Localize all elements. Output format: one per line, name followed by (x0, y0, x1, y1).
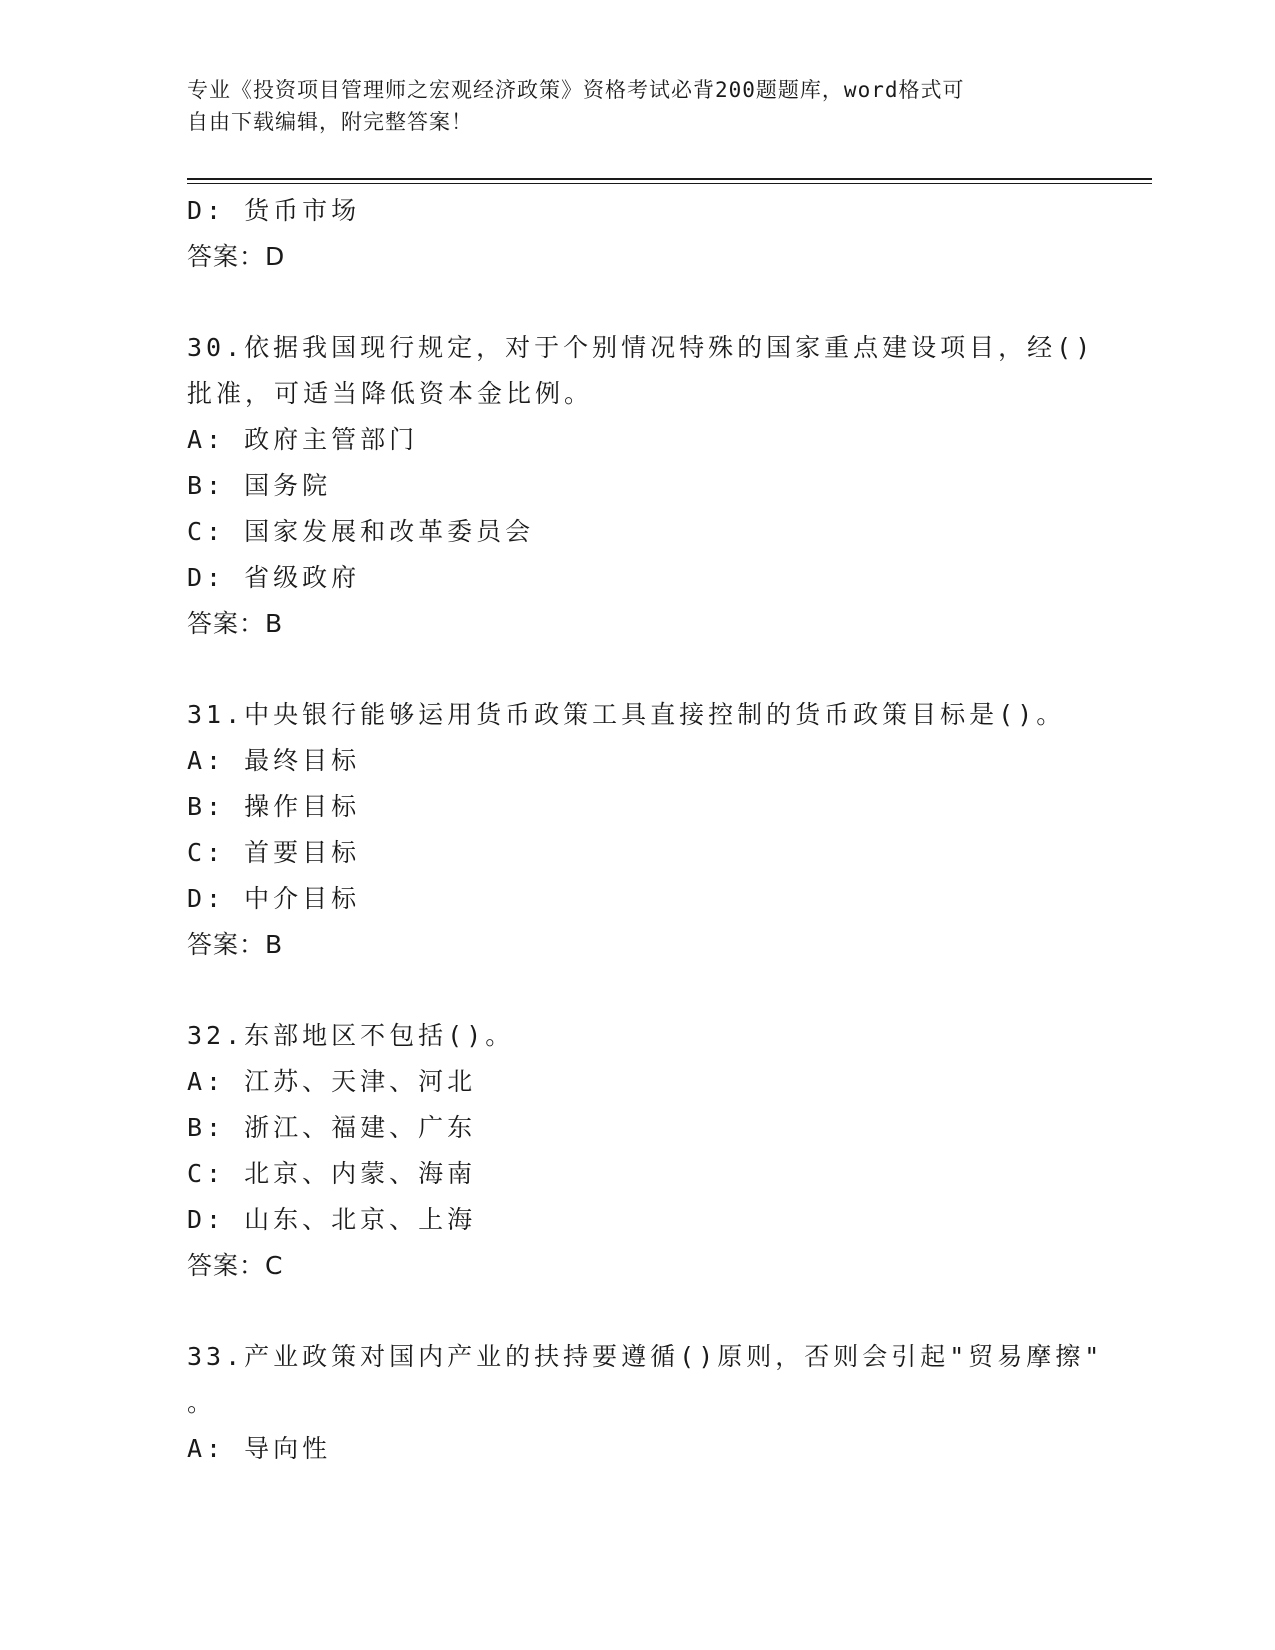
question-stem-continued: 。 (187, 1388, 217, 1417)
header-divider-thin (187, 183, 1152, 184)
option-a: A: 最终目标 (187, 746, 361, 775)
header-line-1: 专业《投资项目管理师之宏观经济政策》资格考试必背200题题库，word格式可 (187, 78, 965, 102)
option-c: C: 北京、内蒙、海南 (187, 1159, 477, 1188)
question-30 (187, 325, 1095, 647)
option-b: B: 浙江、福建、广东 (187, 1113, 477, 1142)
answer-line: 答案：C (187, 1251, 284, 1280)
question-33 (187, 1334, 1104, 1472)
document-header (187, 74, 1067, 138)
option-d: D: 山东、北京、上海 (187, 1205, 477, 1234)
answer-line: 答案：B (187, 930, 284, 959)
option-c: C: 国家发展和改革委员会 (187, 517, 535, 546)
option-b: B: 国务院 (187, 471, 332, 500)
option-d: D: 省级政府 (187, 563, 361, 592)
option-b: B: 操作目标 (187, 792, 361, 821)
answer-line: 答案：D (187, 242, 286, 271)
question-31 (187, 692, 1067, 968)
question-stem: 30.依据我国现行规定，对于个别情况特殊的国家重点建设项目，经() (187, 333, 1095, 362)
header-divider-thick (187, 178, 1152, 180)
option-a: A: 政府主管部门 (187, 425, 419, 454)
option-a: A: 导向性 (187, 1434, 332, 1463)
answer-line: 答案：B (187, 609, 284, 638)
header-line-2: 自由下载编辑，附完整答案！ (187, 110, 473, 134)
question-32 (187, 1013, 1067, 1289)
option-c: C: 首要目标 (187, 838, 361, 867)
question-stem-continued: 批准，可适当降低资本金比例。 (187, 379, 594, 408)
option-a: A: 江苏、天津、河北 (187, 1067, 477, 1096)
question-stem: 31.中央银行能够运用货币政策工具直接控制的货币政策目标是()。 (187, 700, 1066, 729)
option-d: D: 中介目标 (187, 884, 361, 913)
option-d: D: 货币市场 (187, 196, 361, 225)
question-stem: 32.东部地区不包括()。 (187, 1021, 515, 1050)
question-list (187, 188, 1104, 1472)
question-stem: 33.产业政策对国内产业的扶持要遵循()原则，否则会引起"贸易摩擦" (187, 1342, 1104, 1371)
